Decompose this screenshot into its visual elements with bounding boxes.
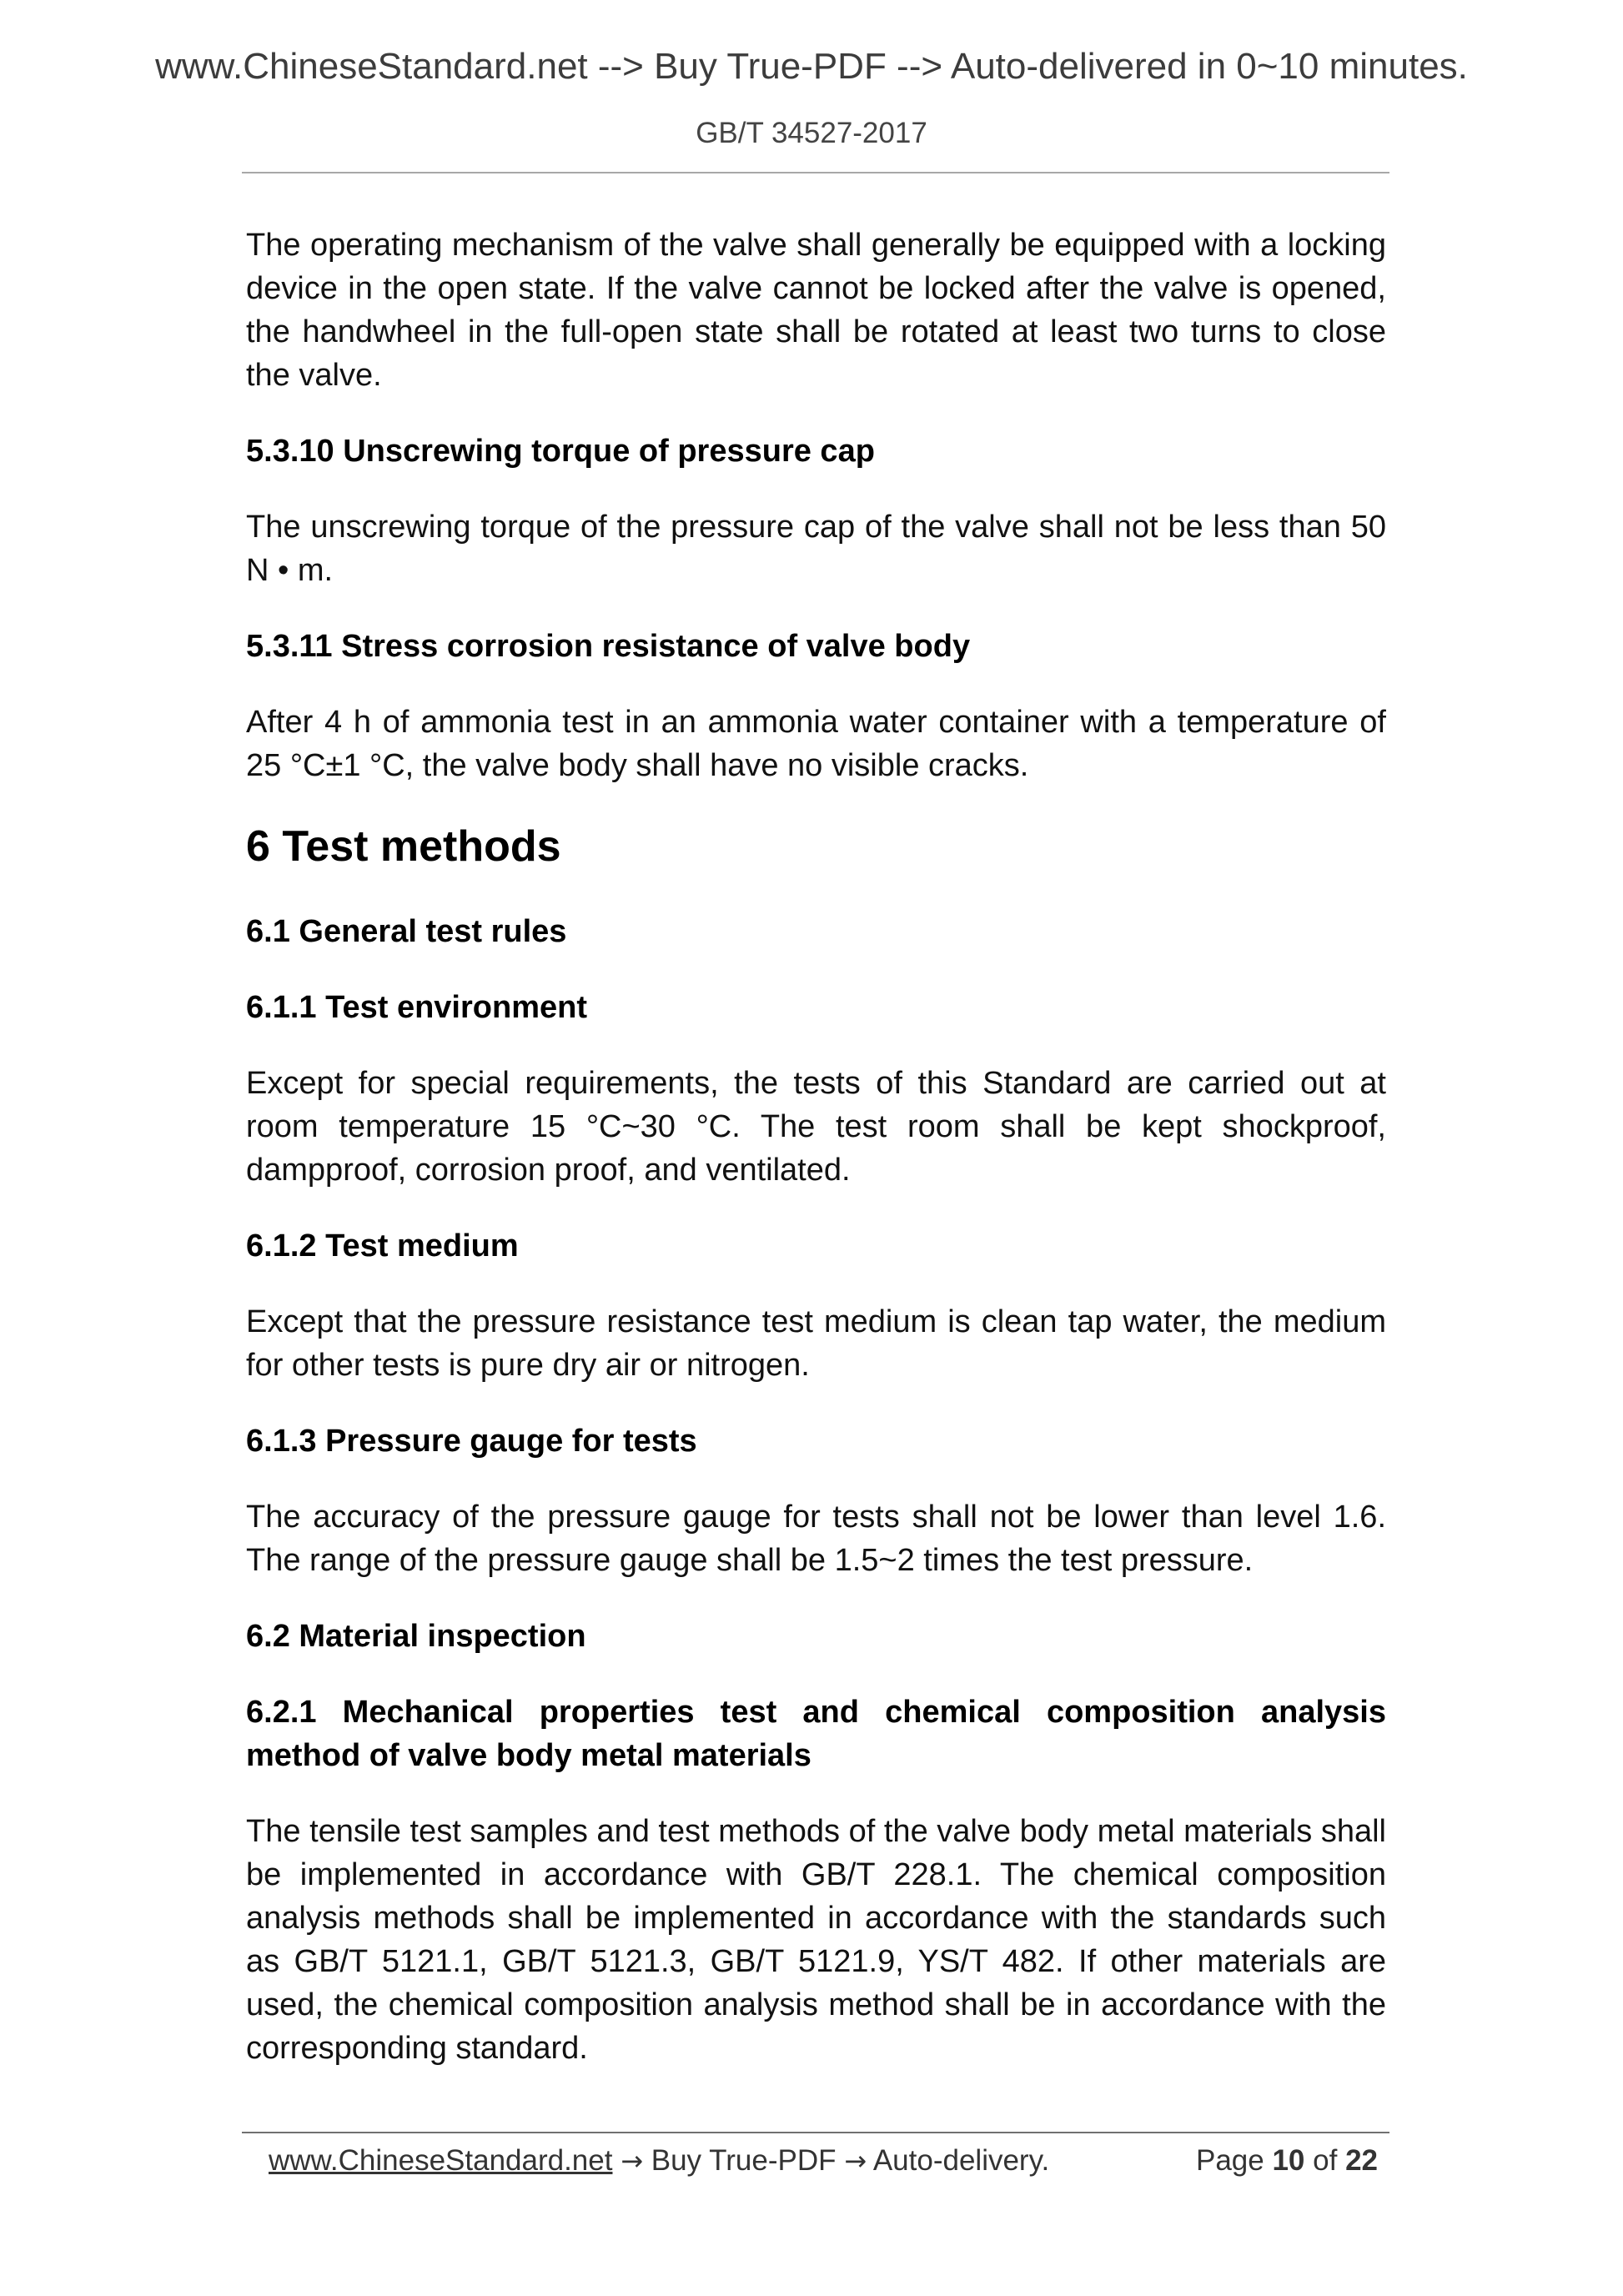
page-label: Page (1195, 2144, 1264, 2177)
document-code: GB/T 34527-2017 (696, 117, 927, 149)
paragraph-6-1-3: The accuracy of the pressure gauge for tests shall not be lower than level 1.6. The range of the pressure gauge shall be 1.5~2 times the test pressure. (246, 1500, 1386, 1578)
arrow-right-icon: → (621, 2145, 644, 2177)
page-number (1196, 2140, 1378, 2182)
paragraph-locking-device: The operating mechanism of the valve shall generally be equipped with a locking device in the open state. If the valve cannot be locked after the valve is opened, the handwheel in the full-open state shall be rotated at least two turns to close the valve. (246, 228, 1386, 393)
paragraph-6-1-1: Except for special requirements, the tests of this Standard are carried out at room temperature 15 °C~30 °C. The test room shall be kept shockproof, dampproof, corrosion proof, and ventilated. (246, 1066, 1386, 1188)
page-content (246, 224, 1386, 2103)
heading-6-1-2: 6.1.2 Test medium (246, 1228, 519, 1264)
heading-6-1: 6.1 General test rules (246, 914, 567, 949)
total-pages: 22 (1345, 2144, 1378, 2177)
heading-5-3-10: 5.3.10 Unscrewing torque of pressure cap (246, 434, 875, 469)
paragraph-6-2-1: The tensile test samples and test methods of the valve body metal materials shall be implemented in accordance with GB/T 228.1. The chemical composition analysis methods shall be implemented in accordance with the standards such as GB/T 5121.1, GB/T 5121.3, GB/T 5121.9, YS/T 482. If other materials are used, the chemical composition analysis method shall be in accordance with the corresponding standard. (246, 1814, 1386, 2066)
heading-6-2-1: 6.2.1 Mechanical properties test and chemical composition analysis method of valve body metal materials (246, 1695, 1386, 1773)
footer-delivery-text: Auto-delivery. (872, 2144, 1050, 2177)
heading-6-1-1: 6.1.1 Test environment (246, 990, 587, 1025)
footer-site-link[interactable]: www.ChineseStandard.net (269, 2144, 613, 2177)
arrow-right-icon: → (844, 2145, 867, 2177)
of-label: of (1313, 2144, 1338, 2177)
page-footer (269, 2140, 1378, 2182)
footer-buy-text: Buy True-PDF (651, 2144, 837, 2177)
heading-5-3-11: 5.3.11 Stress corrosion resistance of valve body (246, 629, 971, 664)
paragraph-6-1-2: Except that the pressure resistance test medium is clean tap water, the medium for other tests is pure dry air or nitrogen. (246, 1304, 1386, 1383)
footer-links (269, 2140, 1049, 2182)
footer-divider (242, 2132, 1389, 2133)
heading-6-1-3: 6.1.3 Pressure gauge for tests (246, 1424, 697, 1459)
paragraph-5-3-11: After 4 h of ammonia test in an ammonia water container with a temperature of 25 °C±1 °C, the valve body shall have no visible cracks. (246, 705, 1386, 783)
heading-6-test-methods: 6 Test methods (246, 822, 561, 871)
paragraph-5-3-10: The unscrewing torque of the pressure cap of the valve shall not be less than 50 N • m. (246, 510, 1386, 588)
heading-6-2: 6.2 Material inspection (246, 1619, 586, 1654)
header-divider (242, 172, 1389, 173)
current-page: 10 (1272, 2144, 1305, 2177)
top-banner: www.ChineseStandard.net --> Buy True-PDF --> Auto-delivered in 0~10 minutes. (155, 46, 1468, 87)
